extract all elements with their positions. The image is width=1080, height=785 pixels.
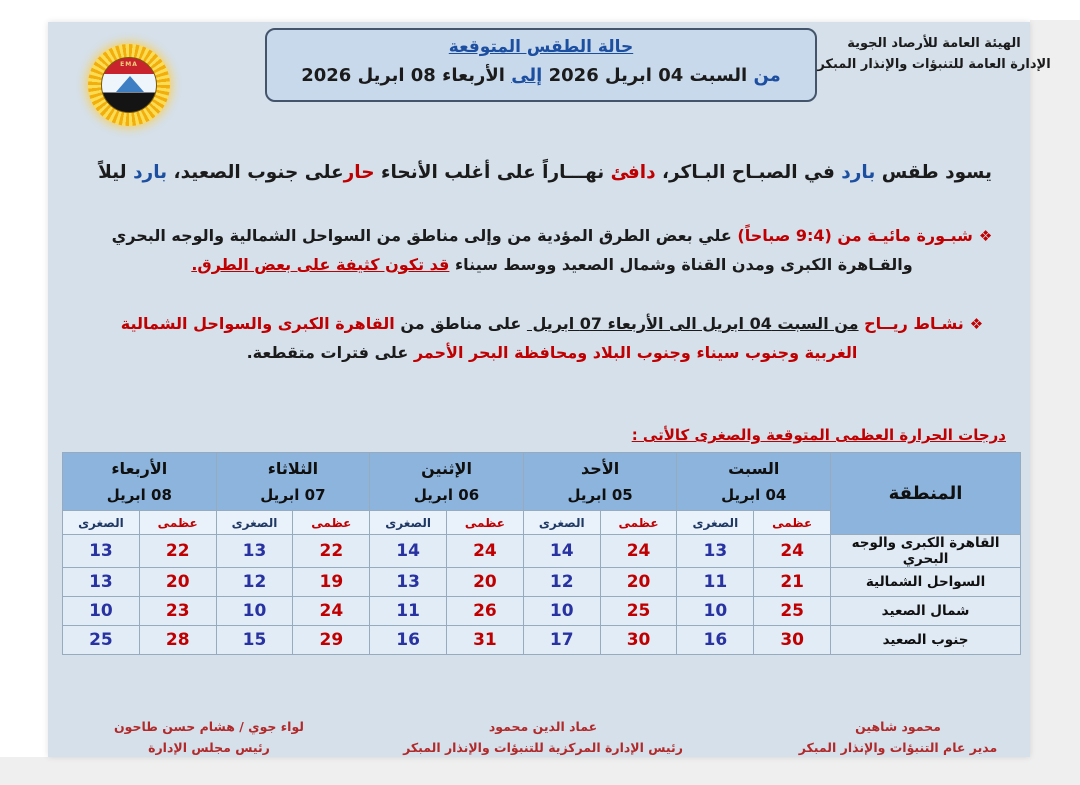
region-column-header: المنطقة (831, 453, 1021, 535)
max-temp-value: 22 (139, 535, 216, 568)
region-name: السواحل الشمالية (831, 568, 1021, 597)
day-date: 05 ابريل (567, 486, 633, 504)
max-temp-value: 29 (293, 626, 370, 655)
max-temp-value: 26 (447, 597, 524, 626)
table-row-3 (63, 626, 1021, 655)
min-temp-value: 12 (523, 568, 600, 597)
forecast-period (285, 63, 797, 89)
text-segment: من السبت 04 ابريل الى الأربعاء 07 ابريل (526, 314, 859, 333)
signatory-title: مدير عام التنبؤات والإنذار المبكر (798, 740, 998, 756)
temperatures-table (62, 452, 1021, 655)
min-temp-value: 25 (63, 626, 140, 655)
max-temp-value: 20 (447, 568, 524, 597)
day-name: الأحد (581, 459, 620, 478)
bullet-diamond-icon: ❖ (978, 227, 993, 245)
max-label: عظمى (754, 511, 831, 535)
text-segment: شبـورة مائيـة من (9:4 صباحاً) (737, 226, 973, 245)
organization-name (796, 34, 1072, 76)
max-label: عظمى (600, 511, 677, 535)
text-segment: في الصبـاح البـاكر، (655, 162, 842, 183)
max-temp-value: 20 (139, 568, 216, 597)
max-temp-value: 30 (600, 626, 677, 655)
wind-bullet (102, 310, 1002, 368)
day-date: 08 ابريل (106, 486, 172, 504)
min-temp-value: 11 (677, 568, 754, 597)
text-segment: يسود طقس (875, 162, 992, 183)
mountain-icon (116, 76, 144, 92)
max-temp-value: 21 (754, 568, 831, 597)
min-temp-value: 11 (370, 597, 447, 626)
wind-bullet-text (115, 314, 964, 362)
max-temp-value: 20 (600, 568, 677, 597)
text-segment: الأربعاء 08 ابريل 2026 (301, 65, 512, 86)
max-temp-value: 28 (139, 626, 216, 655)
max-temp-value: 22 (293, 535, 370, 568)
signatory-name: لواء جوي / هشام حسن طاحون (113, 719, 305, 734)
fog-bullet (102, 222, 1002, 280)
max-temp-value: 24 (754, 535, 831, 568)
text-segment: نهـــاراً على أغلب الأنحاء (374, 162, 611, 183)
signatory-title: رئيس الإدارة المركزية للتنبؤات والإنذار المبكر (403, 740, 683, 756)
text-segment: على مناطق من (394, 314, 527, 333)
text-segment: القاهرة الكبرى والسواحل الشمالية الغربية وجنوب سيناء وجنوب البلاد ومحافظة البحر الأحمر (115, 314, 858, 362)
org-line2: الإدارة العامة للتنبؤات والإنذار المبكر (817, 56, 1051, 72)
min-temp-value: 14 (523, 535, 600, 568)
background-margin-right (1030, 20, 1080, 785)
day-name: السبت (728, 459, 780, 478)
min-temp-value: 13 (63, 535, 140, 568)
max-temp-value: 25 (754, 597, 831, 626)
table-body (63, 535, 1021, 655)
day-header-4 (63, 453, 217, 511)
min-temp-value: 10 (63, 597, 140, 626)
day-date: 07 ابريل (260, 486, 326, 504)
min-temp-value: 15 (216, 626, 293, 655)
max-temp-value: 24 (600, 535, 677, 568)
ema-logo (88, 44, 170, 126)
min-temp-value: 16 (370, 626, 447, 655)
text-segment: بارد (841, 162, 876, 183)
text-segment: قد تكون كثيفة على بعض الطرق. (191, 254, 450, 274)
min-temp-value: 13 (370, 568, 447, 597)
ema-logo-text: EMA (120, 61, 138, 68)
min-temp-value: 13 (677, 535, 754, 568)
min-temp-value: 12 (216, 568, 293, 597)
max-label: عظمى (293, 511, 370, 535)
day-name: الأربعاء (111, 459, 168, 478)
min-temp-value: 17 (523, 626, 600, 655)
text-segment: السبت 04 ابريل 2026 (542, 65, 748, 86)
text-segment: علي بعض الطرق المؤدية من وإلى مناطق من السواحل الشمالية والوجه البحري والقـاهرة الكبرى ومدن القناة وشمال الصعيد ووسط سيناء (106, 226, 913, 274)
signature-board-chairman (64, 716, 354, 759)
text-segment: على جنوب الصعيد، (167, 162, 344, 183)
max-temp-value: 30 (754, 626, 831, 655)
day-header-0 (677, 453, 831, 511)
day-name: الإثنين (421, 459, 472, 478)
max-temp-value: 24 (293, 597, 370, 626)
text-segment: على فترات متقطعة. (246, 342, 414, 362)
text-segment: من (747, 65, 781, 86)
max-temp-value: 31 (447, 626, 524, 655)
min-temp-value: 16 (677, 626, 754, 655)
day-name: الثلاثاء (267, 459, 319, 478)
ema-sun-logo-icon (88, 44, 170, 126)
text-segment: نشـاط ريــاح (858, 314, 964, 333)
max-temp-value: 25 (600, 597, 677, 626)
text-segment: بارد (133, 162, 168, 183)
day-header-1 (523, 453, 677, 511)
text-segment: دافئ (610, 162, 656, 183)
min-label: الصغرى (523, 511, 600, 535)
signatory-name: عماد الدين محمود (488, 719, 598, 734)
background-margin-bottom (0, 757, 1080, 785)
text-segment: ليلاً (98, 162, 134, 183)
min-temp-value: 10 (677, 597, 754, 626)
table-row-1 (63, 568, 1021, 597)
table-head (63, 453, 1021, 535)
max-temp-value: 19 (293, 568, 370, 597)
weather-bulletin-document (48, 22, 1051, 757)
signature-director-general (738, 716, 1058, 759)
max-temp-value: 23 (139, 597, 216, 626)
min-temp-value: 10 (216, 597, 293, 626)
min-label: الصغرى (677, 511, 754, 535)
max-label: عظمى (139, 511, 216, 535)
min-label: الصغرى (370, 511, 447, 535)
signatory-title: رئيس مجلس الإدارة (148, 740, 270, 756)
signature-central-admin-head (348, 716, 738, 759)
region-name: جنوب الصعيد (831, 626, 1021, 655)
min-temp-value: 13 (63, 568, 140, 597)
org-line1: الهيئة العامة للأرصاد الجوية (847, 36, 1021, 51)
temperatures-caption: درجات الحرارة العظمى المتوقعة والصغرى كالأتى : (631, 426, 1006, 444)
weather-summary (88, 162, 1002, 183)
text-segment: حار (343, 162, 375, 183)
min-label: الصغرى (63, 511, 140, 535)
fog-bullet-text (106, 226, 973, 274)
bullet-diamond-icon: ❖ (969, 315, 984, 333)
min-temp-value: 10 (523, 597, 600, 626)
min-label: الصغرى (216, 511, 293, 535)
bulletin-title: حالة الطقس المتوقعة (448, 37, 634, 57)
day-date: 06 ابريل (413, 486, 480, 504)
region-name: القاهرة الكبرى والوجه البحري (831, 535, 1021, 568)
day-header-2 (370, 453, 524, 511)
day-header-3 (216, 453, 370, 511)
region-name: شمال الصعيد (831, 597, 1021, 626)
text-segment: إلى (511, 65, 543, 86)
title-box (265, 28, 817, 102)
ema-emblem-icon (101, 57, 157, 113)
min-temp-value: 14 (370, 535, 447, 568)
day-date: 04 ابريل (721, 486, 787, 504)
max-temp-value: 24 (447, 535, 524, 568)
table-row-2 (63, 597, 1021, 626)
table-row-0 (63, 535, 1021, 568)
signatory-name: محمود شاهين (855, 719, 941, 734)
max-label: عظمى (447, 511, 524, 535)
min-temp-value: 13 (216, 535, 293, 568)
